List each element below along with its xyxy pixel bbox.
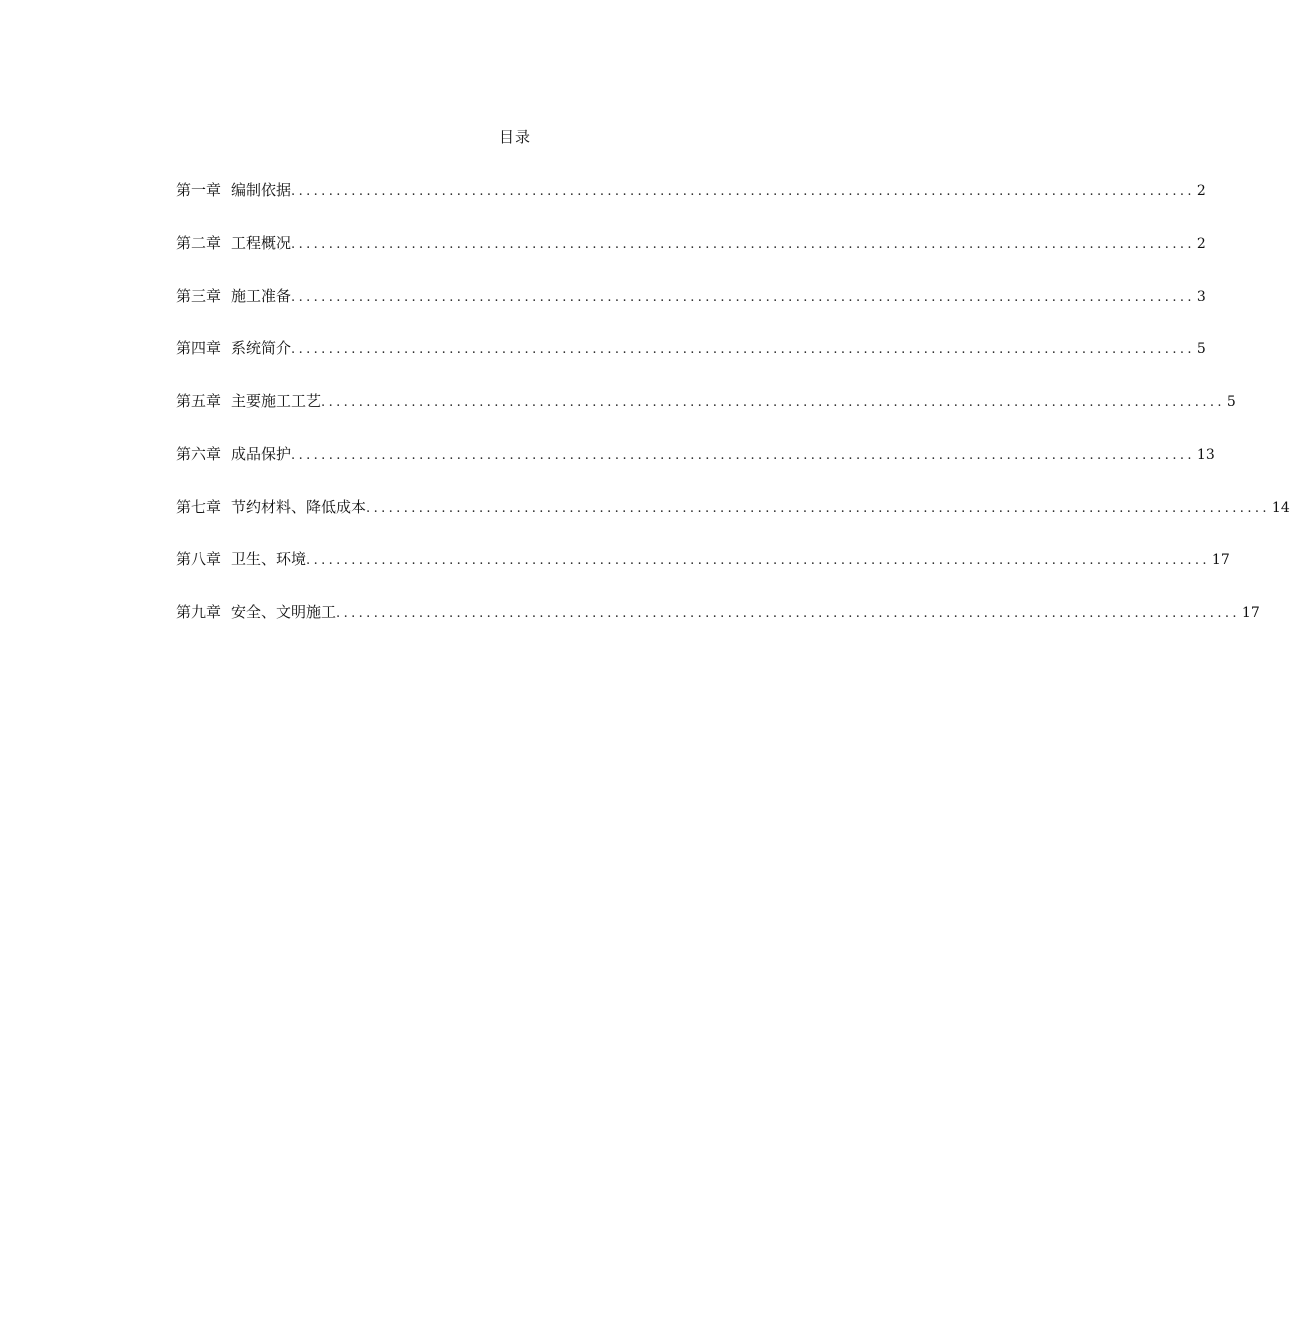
toc-page-number: 5 [1196, 341, 1206, 358]
page-title: 目录 [498, 128, 531, 146]
toc-chapter-number: 第七章 [176, 497, 222, 516]
toc-entry[interactable] [176, 496, 1290, 549]
toc-chapter-number: 第八章 [176, 550, 222, 569]
toc-chapter-number: 第九章 [176, 603, 222, 621]
toc-dot-leader: ........................................................................................................................ [306, 553, 1210, 569]
toc-entry[interactable] [176, 443, 1215, 496]
toc-dot-leader: ........................................................................................................................ [321, 395, 1225, 410]
toc-chapter-number: 第四章 [176, 339, 222, 358]
toc-chapter-number: 第五章 [176, 392, 222, 410]
toc-chapter-title: 施工准备 [231, 286, 292, 305]
toc-entry[interactable] [176, 232, 1206, 285]
toc-chapter-number: 第一章 [176, 181, 222, 199]
toc-chapter-title: 工程概况 [231, 233, 292, 252]
toc-dot-leader: ........................................................................................................................ [291, 184, 1195, 199]
toc-chapter-title: 节约材料、降低成本 [231, 497, 367, 516]
toc-entry[interactable] [176, 548, 1230, 601]
toc-chapter-title: 成品保护 [231, 444, 292, 463]
toc-entry[interactable] [176, 390, 1236, 443]
toc-entry[interactable] [176, 285, 1206, 338]
toc-dot-leader: ........................................................................................................................ [336, 606, 1240, 621]
toc-page-number: 3 [1196, 288, 1206, 305]
toc-dot-leader: ........................................................................................................................ [366, 500, 1270, 516]
toc-page-number: 5 [1226, 394, 1236, 410]
toc-page-number: 13 [1196, 446, 1215, 463]
toc-page-number: 17 [1241, 605, 1260, 621]
toc-dot-leader: ........................................................................................................................ [291, 342, 1195, 358]
toc-dot-leader: ........................................................................................................................ [291, 236, 1195, 252]
toc-chapter-title: 编制依据 [231, 181, 292, 199]
toc-chapter-title: 系统简介 [231, 339, 292, 358]
toc-chapter-number: 第六章 [176, 444, 222, 463]
toc-dot-leader: ........................................................................................................................ [291, 289, 1195, 305]
toc-dot-leader: ........................................................................................................................ [291, 447, 1195, 463]
toc-page-number: 2 [1196, 183, 1206, 199]
table-of-contents [176, 179, 1290, 654]
toc-entry[interactable] [176, 337, 1206, 390]
toc-chapter-number: 第二章 [176, 233, 222, 252]
toc-chapter-title: 卫生、环境 [231, 550, 307, 569]
toc-chapter-title: 主要施工工艺 [231, 392, 322, 410]
toc-chapter-number: 第三章 [176, 286, 222, 305]
toc-chapter-title: 安全、文明施工 [231, 603, 337, 621]
toc-entry[interactable] [176, 179, 1206, 232]
toc-page-number: 14 [1271, 499, 1290, 516]
toc-page-number: 2 [1196, 235, 1206, 252]
toc-page-number: 17 [1211, 552, 1230, 569]
toc-entry[interactable] [176, 601, 1260, 654]
